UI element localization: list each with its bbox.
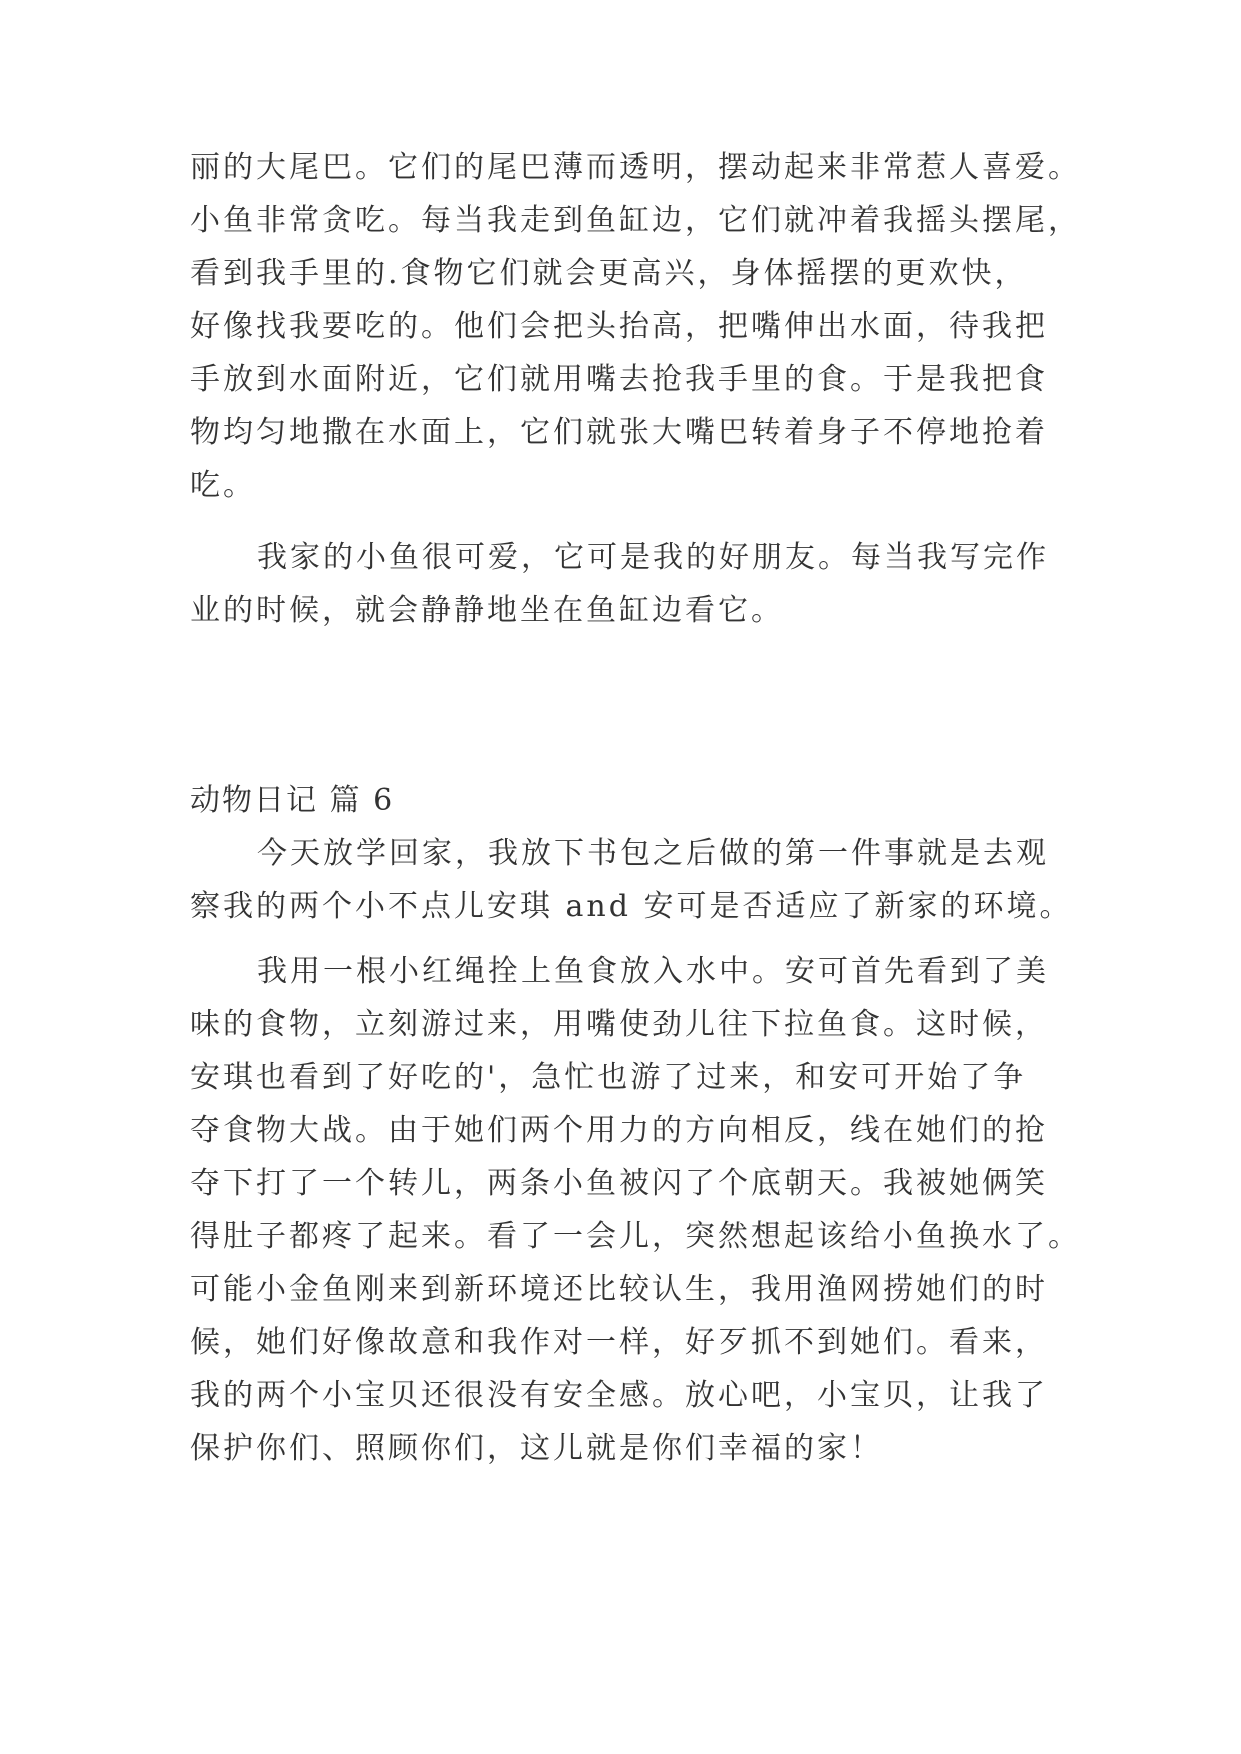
- text-line: 察我的两个小不点儿安琪 and 安可是否适应了新家的环境。: [190, 889, 1073, 924]
- text-line: 安琪也看到了好吃的'，急忙也游了过来，和安可开始了争: [190, 1060, 1027, 1095]
- text-line: 味的食物，立刻游过来，用嘴使劲儿往下拉鱼食。这时候，: [190, 1007, 1048, 1042]
- text-line: 丽的大尾巴。它们的尾巴薄而透明，摆动起来非常惹人喜爱。: [190, 150, 1081, 185]
- text-line: 物均匀地撒在水面上，它们就张大嘴巴转着身子不停地抢着: [190, 415, 1048, 450]
- text-line: 吃。: [190, 468, 256, 503]
- text-line: 看到我手里的.食物它们就会更高兴，身体摇摆的更欢快，: [190, 256, 1028, 291]
- text-line: 业的时候，就会静静地坐在鱼缸边看它。: [190, 593, 784, 628]
- text-line: 手放到水面附近，它们就用嘴去抢我手里的食。于是我把食: [190, 362, 1048, 397]
- text-line: 今天放学回家，我放下书包之后做的第一件事就是去观: [257, 836, 1049, 871]
- section-title: 动物日记 篇 6: [190, 783, 395, 818]
- text-line: 我家的小鱼很可爱，它可是我的好朋友。每当我写完作: [257, 540, 1049, 575]
- text-line: 我用一根小红绳拴上鱼食放入水中。安可首先看到了美: [257, 954, 1049, 989]
- text-line: 夺食物大战。由于她们两个用力的方向相反，线在她们的抢: [190, 1113, 1048, 1148]
- text-line: 我的两个小宝贝还很没有安全感。放心吧，小宝贝，让我了: [190, 1378, 1048, 1413]
- text-line: 候，她们好像故意和我作对一样，好歹抓不到她们。看来，: [190, 1325, 1048, 1360]
- text-line: 好像找我要吃的。他们会把头抬高，把嘴伸出水面，待我把: [190, 309, 1048, 344]
- text-line: 可能小金鱼刚来到新环境还比较认生，我用渔网捞她们的时: [190, 1272, 1048, 1307]
- text-line: 保护你们、照顾你们，这儿就是你们幸福的家！: [190, 1431, 883, 1466]
- text-line: 小鱼非常贪吃。每当我走到鱼缸边，它们就冲着我摇头摆尾，: [190, 203, 1081, 238]
- text-line: 得肚子都疼了起来。看了一会儿，突然想起该给小鱼换水了。: [190, 1219, 1081, 1254]
- text-line: 夺下打了一个转儿，两条小鱼被闪了个底朝天。我被她俩笑: [190, 1166, 1048, 1201]
